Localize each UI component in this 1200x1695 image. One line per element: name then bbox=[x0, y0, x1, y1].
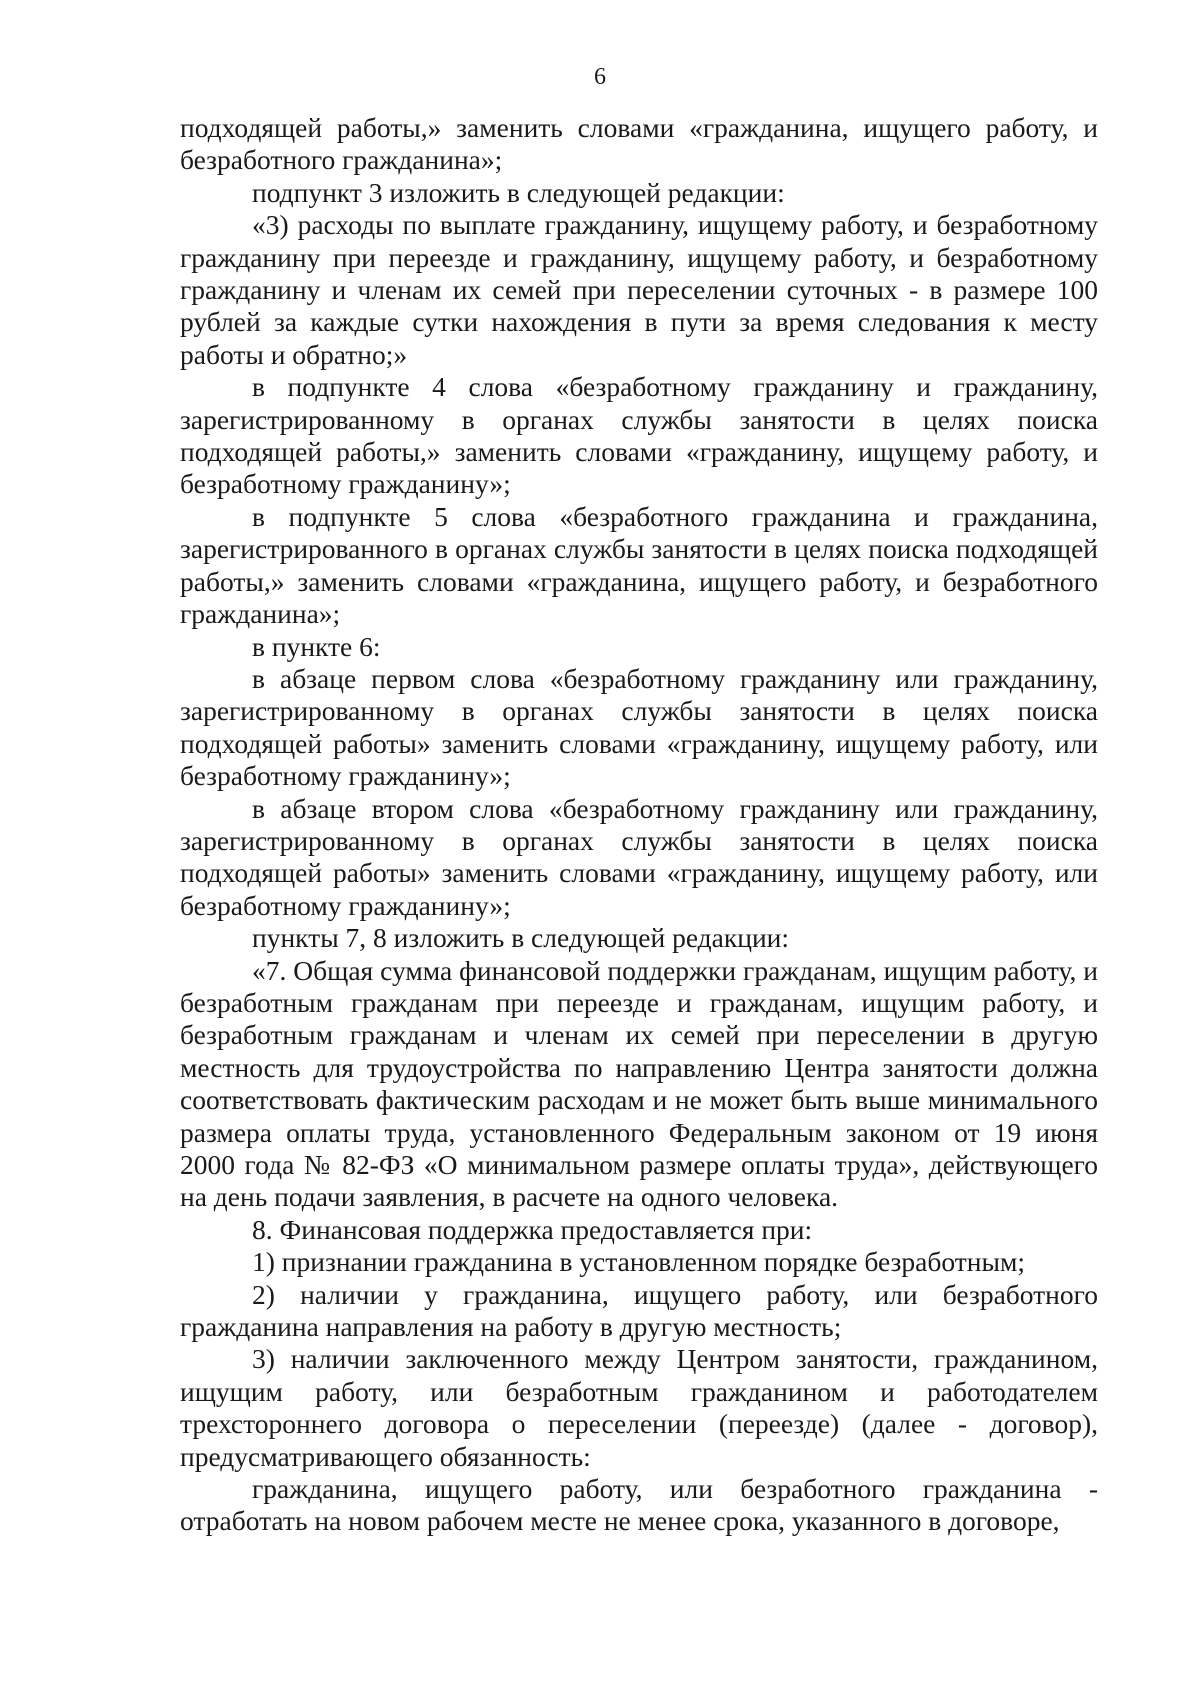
paragraph-point-6-first: в абзаце первом слова «безработному гражданину или гражданину, зарегистрированному в органах службы занятости в целях поиска подходящей работы» заменить словами «гражданину, ищущему работу, или безработному гражданину»; bbox=[180, 662, 1098, 792]
paragraph-point-7: «7. Общая сумма финансовой поддержки гражданам, ищущим работу, и безработным гражданам при переезде и гражданам, ищущим работу, и безработным гражданам и членам их семей при переселении в другую местность для трудоустройства по направлению Центра занятости должна соответствовать фактическим расходам и не может быть выше минимального размера оплаты труда, установленного Федеральным законом от 19 июня 2000 года № 82-ФЗ «О минимальном размере оплаты труда», действующего на день подачи заявления, в расчете на одного человека. bbox=[180, 954, 1098, 1213]
paragraph-points-7-8-intro: пункты 7, 8 изложить в следующей редакции: bbox=[252, 922, 790, 954]
paragraph-subpoint-5: в подпункте 5 слова «безработного гражданина и гражданина, зарегистрированного в органах службы занятости в целях поиска подходящей работы,» заменить словами «гражданина, ищущего работу, и безработного гражданина»; bbox=[180, 500, 1098, 630]
document-body bbox=[180, 112, 1098, 1538]
paragraph-point-8: 8. Финансовая поддержка предоставляется при: bbox=[252, 1213, 813, 1245]
paragraph-continuation: подходящей работы,» заменить словами «гражданина, ищущего работу, и безработного гражданина»; bbox=[180, 112, 1098, 176]
paragraph-point-6-second: в абзаце втором слова «безработному гражданину или гражданину, зарегистрированному в органах службы занятости в целях поиска подходящей работы» заменить словами «гражданину, ищущему работу, или безработному гражданину»; bbox=[180, 792, 1098, 921]
paragraph-subpoint-3-intro: подпункт 3 изложить в следующей редакции: bbox=[252, 176, 785, 208]
page-number: 6 bbox=[594, 64, 606, 90]
paragraph-subpoint-4: в подпункте 4 слова «безработному гражданину и гражданину, зарегистрированному в органах службы занятости в целях поиска подходящей работы,» заменить словами «гражданину, ищущему работу, и безработному гражданину»; bbox=[180, 371, 1098, 500]
paragraph-subpoint-3-text: «3) расходы по выплате гражданину, ищущему работу, и безработному гражданину при переезде и гражданину, ищущему работу, и безработному гражданину и членам их семей при переселении суточных - в размере 100 рублей за каждые сутки нахождения в пути за время следования к месту работы и обратно;» bbox=[180, 209, 1098, 370]
paragraph-point-8-item-2: 2) наличии у гражданина, ищущего работу, или безработного гражданина направления на работу в другую местность; bbox=[180, 1278, 1098, 1343]
paragraph-point-6: в пункте 6: bbox=[252, 630, 381, 662]
paragraph-point-8-item-1: 1) признании гражданина в установленном порядке безработным; bbox=[252, 1246, 1026, 1278]
paragraph-point-8-item-3: 3) наличии заключенного между Центром занятости, гражданином, ищущим работу, или безработным гражданином и работодателем трехстороннего договора о переселении (переезде) (далее - договор), предусматривающего обязанность: bbox=[180, 1343, 1098, 1472]
paragraph-obligation: гражданина, ищущего работу, или безработного гражданина - отработать на новом рабочем месте не менее срока, указанного в договоре, bbox=[180, 1473, 1098, 1537]
